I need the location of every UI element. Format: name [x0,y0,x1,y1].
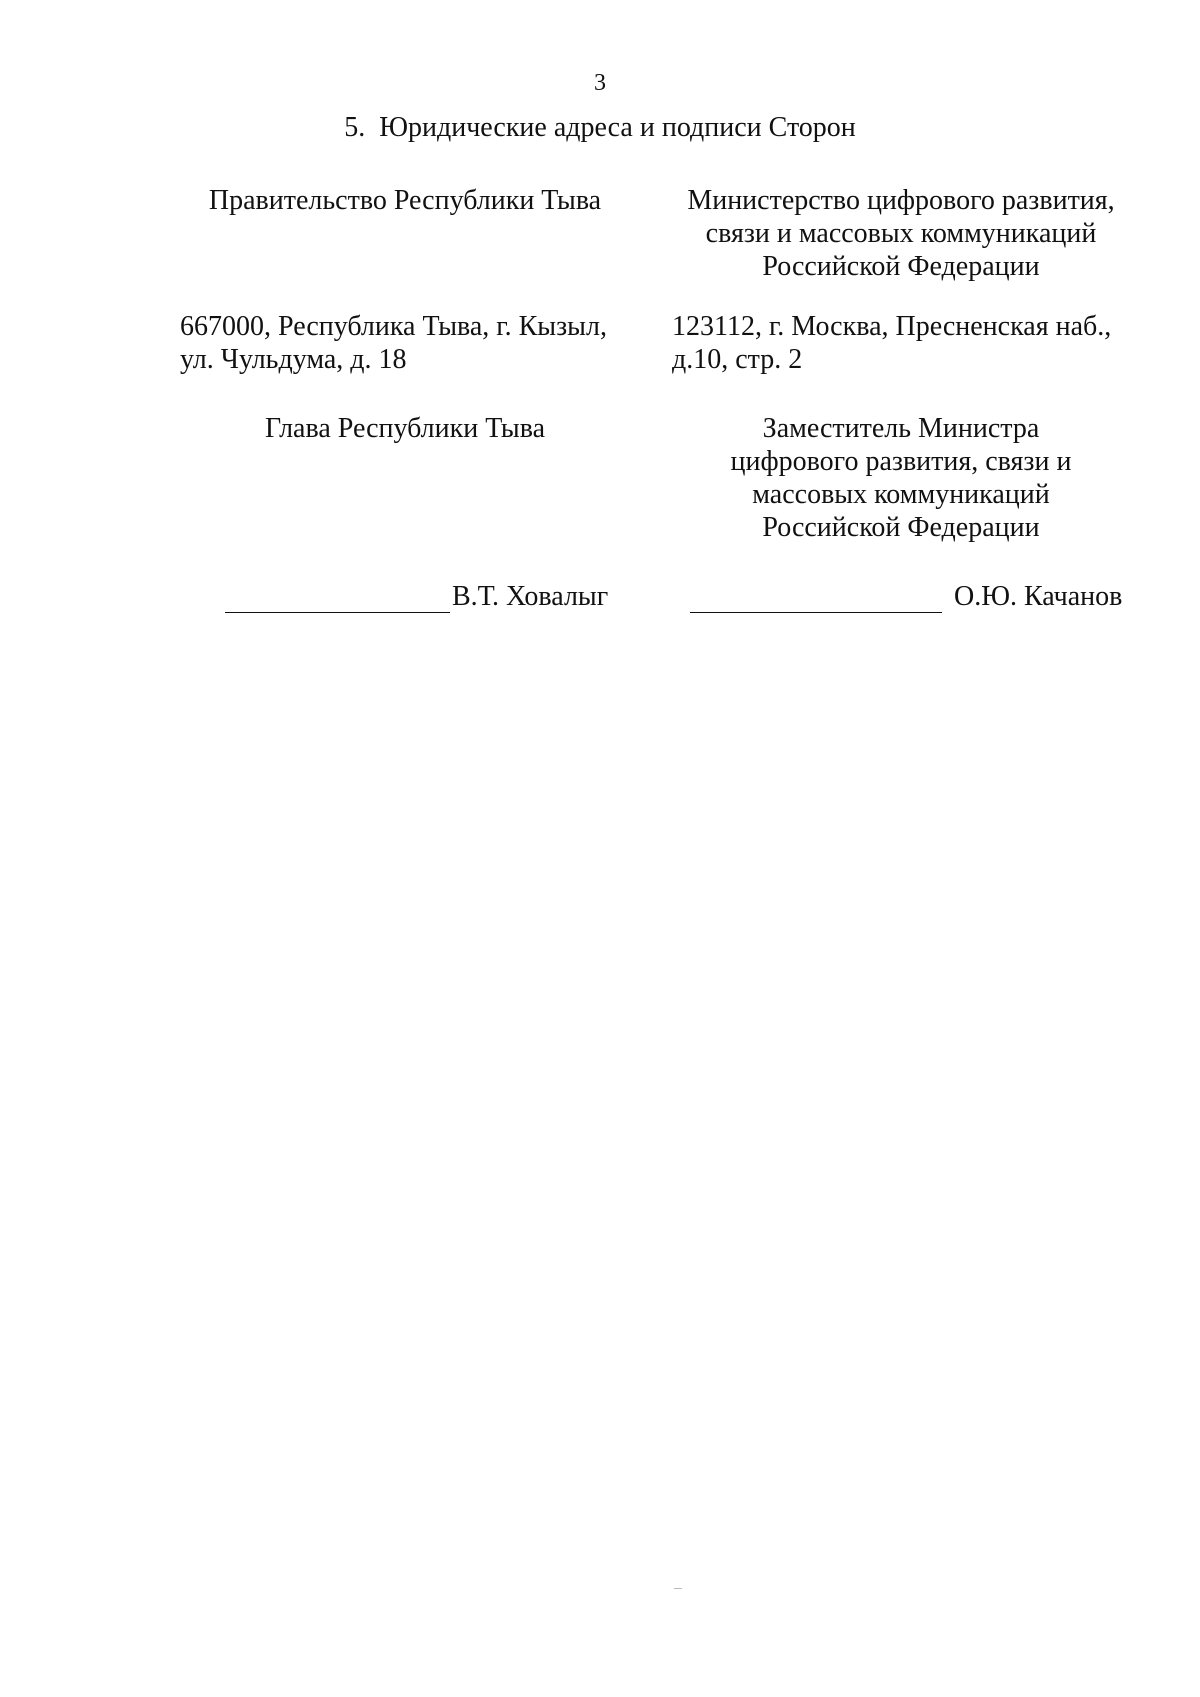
right-signature-block [690,580,1122,613]
signature-line [690,586,942,613]
right-organization-line: связи и массовых коммуникаций [705,218,1097,249]
left-organization [190,184,620,217]
right-organization-line: Министерство цифрового развития, [687,185,1115,216]
section-number: 5. [344,112,366,143]
signature-line [225,586,450,613]
right-position-line: Российской Федерации [762,512,1040,543]
right-signatory-name: О.Ю. Качанов [954,581,1123,612]
left-address-line: 667000, Республика Тыва, г. Кызыл, [180,311,607,342]
right-position [672,412,1130,544]
right-address-line: д.10, стр. 2 [672,344,803,375]
left-address-line: ул. Чульдума, д. 18 [180,344,407,375]
left-signatory-name: В.Т. Ховалыг [452,581,609,612]
section-title: Юридические адреса и подписи Сторон [379,112,856,143]
right-position-line: массовых коммуникаций [752,479,1050,510]
left-position [190,412,620,445]
right-address [672,310,1130,376]
right-position-line: цифрового развития, связи и [730,446,1072,477]
left-signature-block [225,580,608,613]
scan-speck [674,1588,682,1589]
page-number: 3 [594,70,606,96]
right-address-line: 123112, г. Москва, Пресненская наб., [672,311,1112,342]
left-position-line: Глава Республики Тыва [264,413,546,444]
right-position-line: Заместитель Министра [762,413,1040,444]
right-organization-line: Российской Федерации [762,251,1040,282]
left-address [180,310,620,376]
section-heading [0,112,1200,144]
left-organization-line: Правительство Республики Тыва [208,185,602,216]
right-organization [672,184,1130,283]
